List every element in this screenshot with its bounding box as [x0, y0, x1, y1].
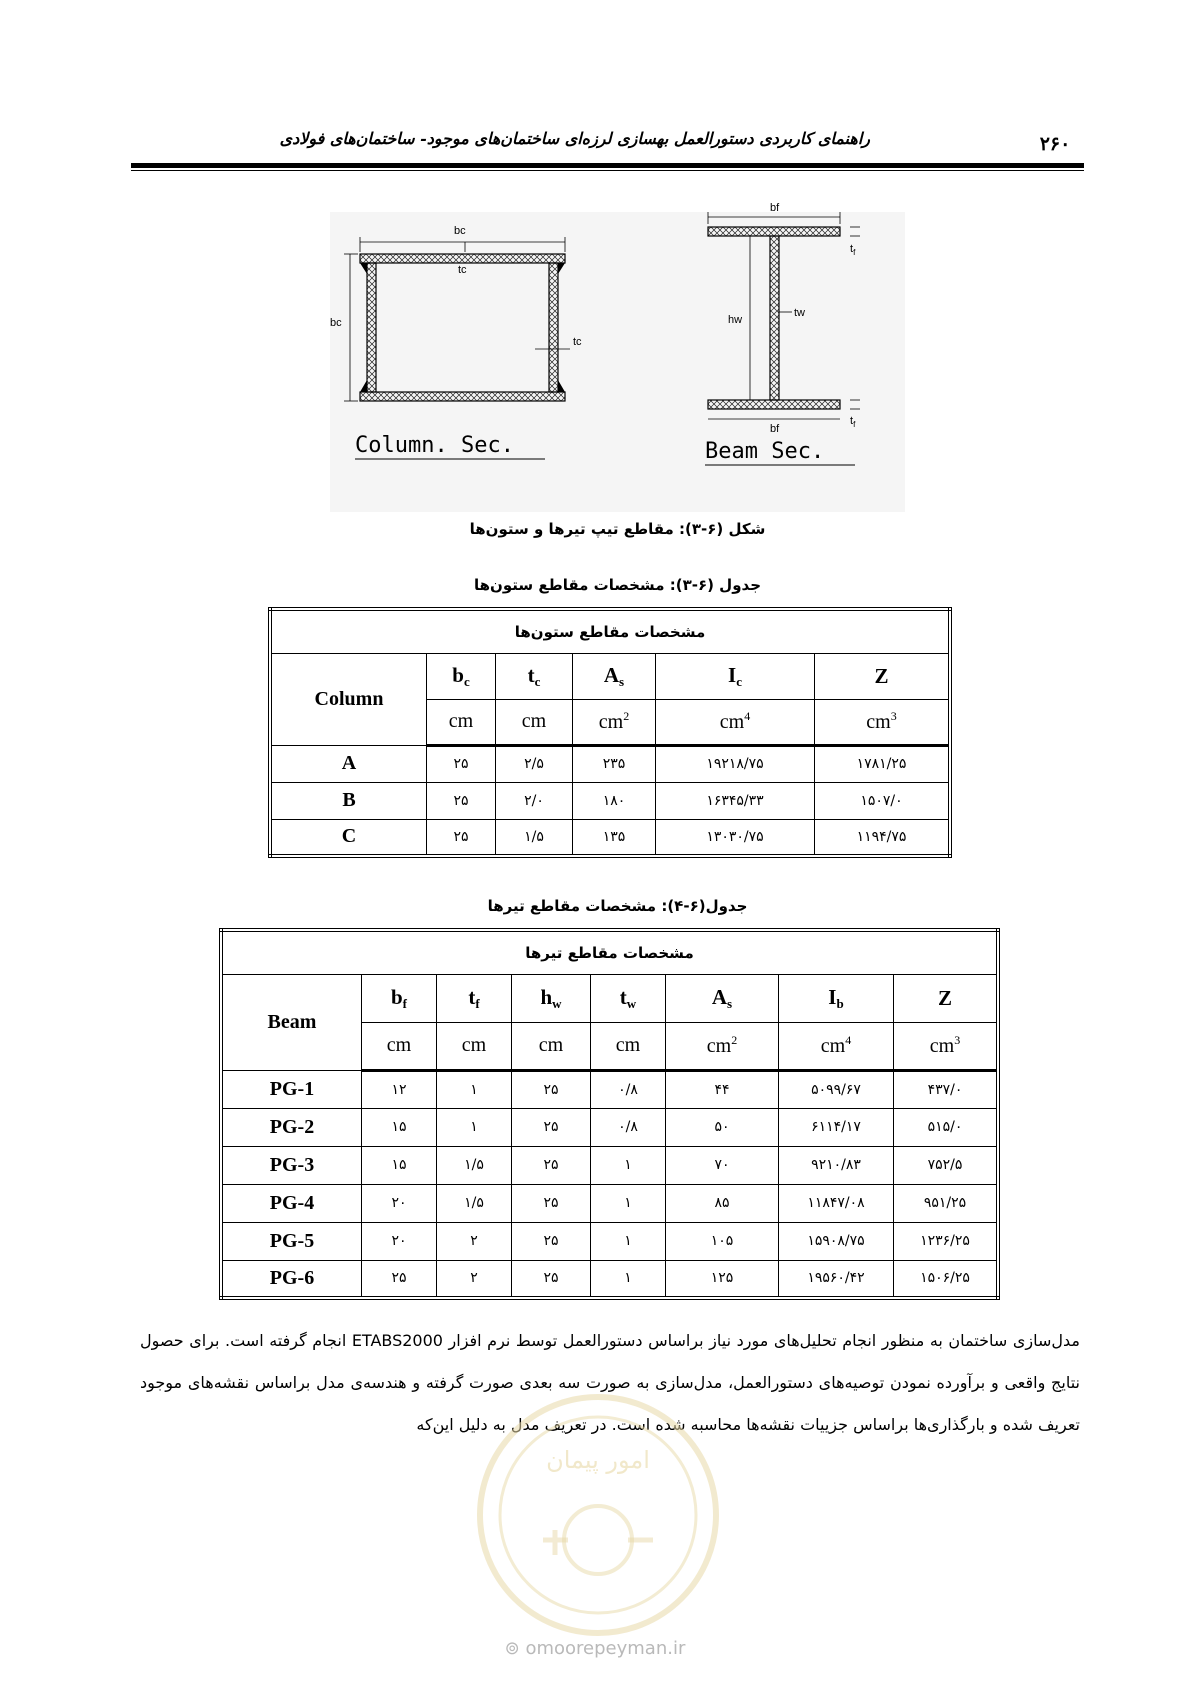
unit-cell: cm	[496, 699, 573, 745]
column-header: $t_f$	[437, 974, 512, 1022]
table-cell: ۴۳۷/۰	[894, 1070, 999, 1108]
dim-label-bc-top: bc	[454, 225, 466, 237]
table-cell: ۱/۵	[437, 1184, 512, 1222]
unit-cell: $cm^4$	[779, 1022, 894, 1070]
table-cell: ۲۵	[427, 782, 496, 819]
table-cell: ۲۵	[362, 1260, 437, 1298]
table-cell: ۱	[591, 1146, 666, 1184]
footer-url: ⊚ omoorepeyman.ir	[504, 1638, 686, 1659]
dim-label-bf-top: bf	[770, 202, 780, 214]
table-cell: ۱	[437, 1108, 512, 1146]
table-cell: ۲۰	[362, 1222, 437, 1260]
footer-url-text: omoorepeyman.ir	[525, 1638, 686, 1659]
table-cell: ۱۰۵	[666, 1222, 779, 1260]
unit-cell: cm	[437, 1022, 512, 1070]
table-cell: ۶۱۱۴/۱۷	[779, 1108, 894, 1146]
table-cell: ۲۵	[512, 1222, 591, 1260]
row-label: PG-5	[221, 1222, 362, 1260]
table-cell: ۱	[591, 1222, 666, 1260]
dim-label-tw: tw	[794, 307, 805, 319]
unit-cell: $cm^3$	[894, 1022, 999, 1070]
dim-label-hw: hw	[728, 314, 743, 326]
beam-spec-table	[219, 928, 1000, 1300]
body-text: مدل‌سازی ساختمان به منظور انجام تحلیل‌های مورد نیاز براساس دستورالعمل توسط نرم افزار ETABS2000 انجام گرفته است. برای حصول نتایج واقعی و برآورده نمودن توصیه‌های دستورالعمل، مدل‌سازی به صورت سه بعدی صورت گرفته و هندسه‌ی مدل براساس نقشه‌های موجود تعریف شده و بارگذاری‌ها براساس جزییات نقشه‌ها محاسبه شده است. در تعریف مدل به دلیل این‌که	[140, 1331, 1080, 1434]
unit-cell: $cm^4$	[656, 699, 815, 745]
table-cell: ۱۸۰	[573, 782, 656, 819]
unit-cell: cm	[591, 1022, 666, 1070]
table-cell: ۱۲۳۶/۲۵	[894, 1222, 999, 1260]
column-header: $I_c$	[656, 653, 815, 699]
table-row	[221, 1070, 998, 1108]
table-cell: ۱۵	[362, 1146, 437, 1184]
column-table-caption: جدول (۶-۳): مشخصات مقاطع ستون‌ها	[473, 576, 762, 594]
table-cell: ۵۱۵/۰	[894, 1108, 999, 1146]
column-header: $b_c$	[427, 653, 496, 699]
table-cell: ۱۲	[362, 1070, 437, 1108]
row-label: PG-3	[221, 1146, 362, 1184]
row-label: C	[270, 819, 427, 856]
dim-label-tc-side: tc	[573, 336, 582, 348]
table-cell: ۱۵۰۶/۲۵	[894, 1260, 999, 1298]
header-rule-thick	[131, 163, 1084, 168]
table-row	[221, 1108, 998, 1146]
column-header: Z	[894, 974, 999, 1022]
table-cell: ۱۵۰۷/۰	[815, 782, 951, 819]
table-cell: ۴۴	[666, 1070, 779, 1108]
table-cell: ۲۵	[512, 1070, 591, 1108]
column-section-drawing	[344, 237, 570, 401]
table-row	[270, 782, 950, 819]
table-cell: ۲/۰	[496, 782, 573, 819]
column-header: $b_f$	[362, 974, 437, 1022]
table-cell: ۲/۵	[496, 745, 573, 782]
row-label: B	[270, 782, 427, 819]
column-spec-table	[268, 607, 952, 858]
table-row	[221, 1184, 998, 1222]
column-header: $I_b$	[779, 974, 894, 1022]
table-cell: ۱۳۰۳۰/۷۵	[656, 819, 815, 856]
beam-table-title: مشخصات مقاطع تیرها	[221, 930, 998, 974]
table-cell: ۲۵	[512, 1260, 591, 1298]
column-header: Z	[815, 653, 951, 699]
table-row	[221, 1222, 998, 1260]
table-cell: ۹۵۱/۲۵	[894, 1184, 999, 1222]
header-rule-thin	[131, 170, 1084, 171]
table-cell: ۱۹۲۱۸/۷۵	[656, 745, 815, 782]
dim-label-tf-bottom: $t_f$	[850, 415, 856, 429]
column-section-label: Column. Sec.	[355, 433, 514, 458]
table-row	[270, 819, 950, 856]
table-cell: ۵۰	[666, 1108, 779, 1146]
table-cell: ۱۱۸۴۷/۰۸	[779, 1184, 894, 1222]
unit-cell: $cm^3$	[815, 699, 951, 745]
table-cell: ۰/۸	[591, 1108, 666, 1146]
table-cell: ۱۹۵۶۰/۴۲	[779, 1260, 894, 1298]
table-cell: ۵۰۹۹/۶۷	[779, 1070, 894, 1108]
table-cell: ۲۵	[427, 745, 496, 782]
beam-table-row-header: Beam	[221, 974, 362, 1070]
table-cell: ۱	[437, 1070, 512, 1108]
unit-cell: $cm^2$	[666, 1022, 779, 1070]
unit-cell: cm	[427, 699, 496, 745]
table-cell: ۲۵	[512, 1108, 591, 1146]
table-cell: ۱۳۵	[573, 819, 656, 856]
dim-label-bf-bottom: bf	[770, 423, 780, 435]
column-table-row-header: Column	[270, 653, 427, 745]
table-cell: ۱/۵	[496, 819, 573, 856]
table-cell: ۰/۸	[591, 1070, 666, 1108]
row-label: PG-6	[221, 1260, 362, 1298]
table-cell: ۲۵	[427, 819, 496, 856]
watermark-text: امور پیمان	[546, 1446, 650, 1474]
table-row	[221, 1260, 998, 1298]
page-number: ۲۶۰	[1039, 133, 1071, 155]
unit-cell: cm	[512, 1022, 591, 1070]
dim-label-tf-top: $t_f$	[850, 243, 856, 257]
column-header: $t_w$	[591, 974, 666, 1022]
table-row	[270, 745, 950, 782]
column-header: $h_w$	[512, 974, 591, 1022]
figure-caption: شکل (۶-۳): مقاطع تیپ تیرها و ستون‌ها	[469, 520, 766, 538]
table-cell: ۲	[437, 1260, 512, 1298]
column-table-title: مشخصات مقاطع ستون‌ها	[270, 609, 950, 653]
column-header: $A_s$	[666, 974, 779, 1022]
dim-label-bc-side: bc	[330, 317, 342, 329]
column-header: $A_s$	[573, 653, 656, 699]
table-cell: ۱۱۹۴/۷۵	[815, 819, 951, 856]
table-cell: ۸۵	[666, 1184, 779, 1222]
beam-section-label: Beam Sec.	[705, 439, 825, 464]
row-label: A	[270, 745, 427, 782]
column-header: $t_c$	[496, 653, 573, 699]
table-cell: ۱	[591, 1260, 666, 1298]
beam-table-caption: جدول(۶-۴): مشخصات مقاطع تیرها	[487, 897, 748, 915]
table-cell: ۲	[437, 1222, 512, 1260]
table-cell: ۱۲۵	[666, 1260, 779, 1298]
table-cell: ۱۵	[362, 1108, 437, 1146]
row-label: PG-2	[221, 1108, 362, 1146]
table-cell: ۱	[591, 1184, 666, 1222]
table-cell: ۱۶۳۴۵/۳۳	[656, 782, 815, 819]
section-figure	[330, 202, 905, 512]
table-cell: ۱/۵	[437, 1146, 512, 1184]
unit-cell: $cm^2$	[573, 699, 656, 745]
dim-label-tc-top: tc	[458, 264, 467, 276]
table-cell: ۲۳۵	[573, 745, 656, 782]
unit-cell: cm	[362, 1022, 437, 1070]
table-cell: ۹۲۱۰/۸۳	[779, 1146, 894, 1184]
table-cell: ۱۷۸۱/۲۵	[815, 745, 951, 782]
row-label: PG-1	[221, 1070, 362, 1108]
row-label: PG-4	[221, 1184, 362, 1222]
running-title: راهنمای کاربردی دستورالعمل بهسازی لرزه‌ای ساختمان‌های موجود- ساختمان‌های فولادی	[279, 129, 870, 148]
table-cell: ۲۵	[512, 1184, 591, 1222]
watermark-seal	[473, 1390, 723, 1640]
table-cell: ۱۵۹۰۸/۷۵	[779, 1222, 894, 1260]
table-cell: ۲۰	[362, 1184, 437, 1222]
table-cell: ۷۰	[666, 1146, 779, 1184]
table-cell: ۲۵	[512, 1146, 591, 1184]
table-cell: ۷۵۲/۵	[894, 1146, 999, 1184]
table-row	[221, 1146, 998, 1184]
